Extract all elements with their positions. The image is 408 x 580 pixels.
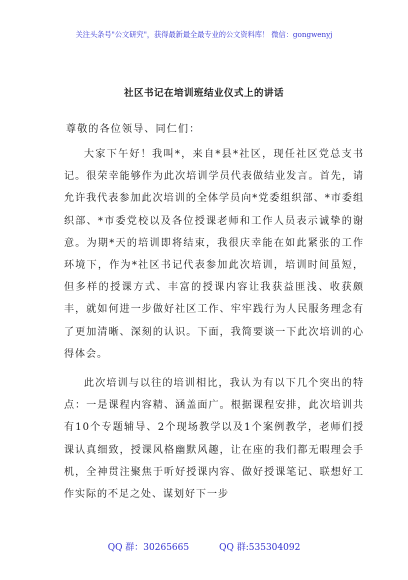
footer-qq-groups: [0, 540, 408, 553]
document-title: 社区书记在培训班结业仪式上的讲话: [123, 88, 284, 99]
header-promo-note: 关注头条号"公文研究"，获得最新最全最专业的公文资料库！ 微信：gongwenyj: [75, 30, 333, 39]
salutation: 尊敬的各位领导、同仁们：: [66, 124, 201, 135]
footer-qq-group-2: QQ 群:535304092: [219, 543, 301, 553]
paragraph-training-features: 此次培训与以往的培训相比，我认为有以下几个突出的特点：一是课程内容精、涵盖面广。根据课程安排，此次培训共有10个专题辅导、2个现场教学以及1个案例教学，老师们授课认真细致，授课风格幽默风趣，让在座的我们都无暇理会手机，全神贯注聚焦于听好授课内容、做好授课笔记、联想好工作实际的不足之处、谋划好下一步: [64, 378, 364, 501]
paragraph-opening: 大家下午好！我叫*，来自*县*社区，现任社区党总支书记。很荣幸能够作为此次培训学员代表做结业发言。首先，请允许我代表参加此次培训的全体学员向*党委组织部、*市委组织部、*市委党校以及各位授课老师和工作人员表示诚挚的谢意。为期*天的培训即将结束，我很庆幸能在如此紧张的工作环境下，作为*社区书记代表参加此次培训，培训时间虽短，但多样的授课方式、丰富的授课内容让我获益匪浅、收获颇丰，就如何进一步做好社区工作、牢牢践行为人民服务理念有了更加清晰、深刻的认识。下面，我简要谈一下此次培训的心得体会。: [64, 149, 364, 360]
footer-qq-group-1: QQ 群：30265665: [107, 543, 190, 553]
